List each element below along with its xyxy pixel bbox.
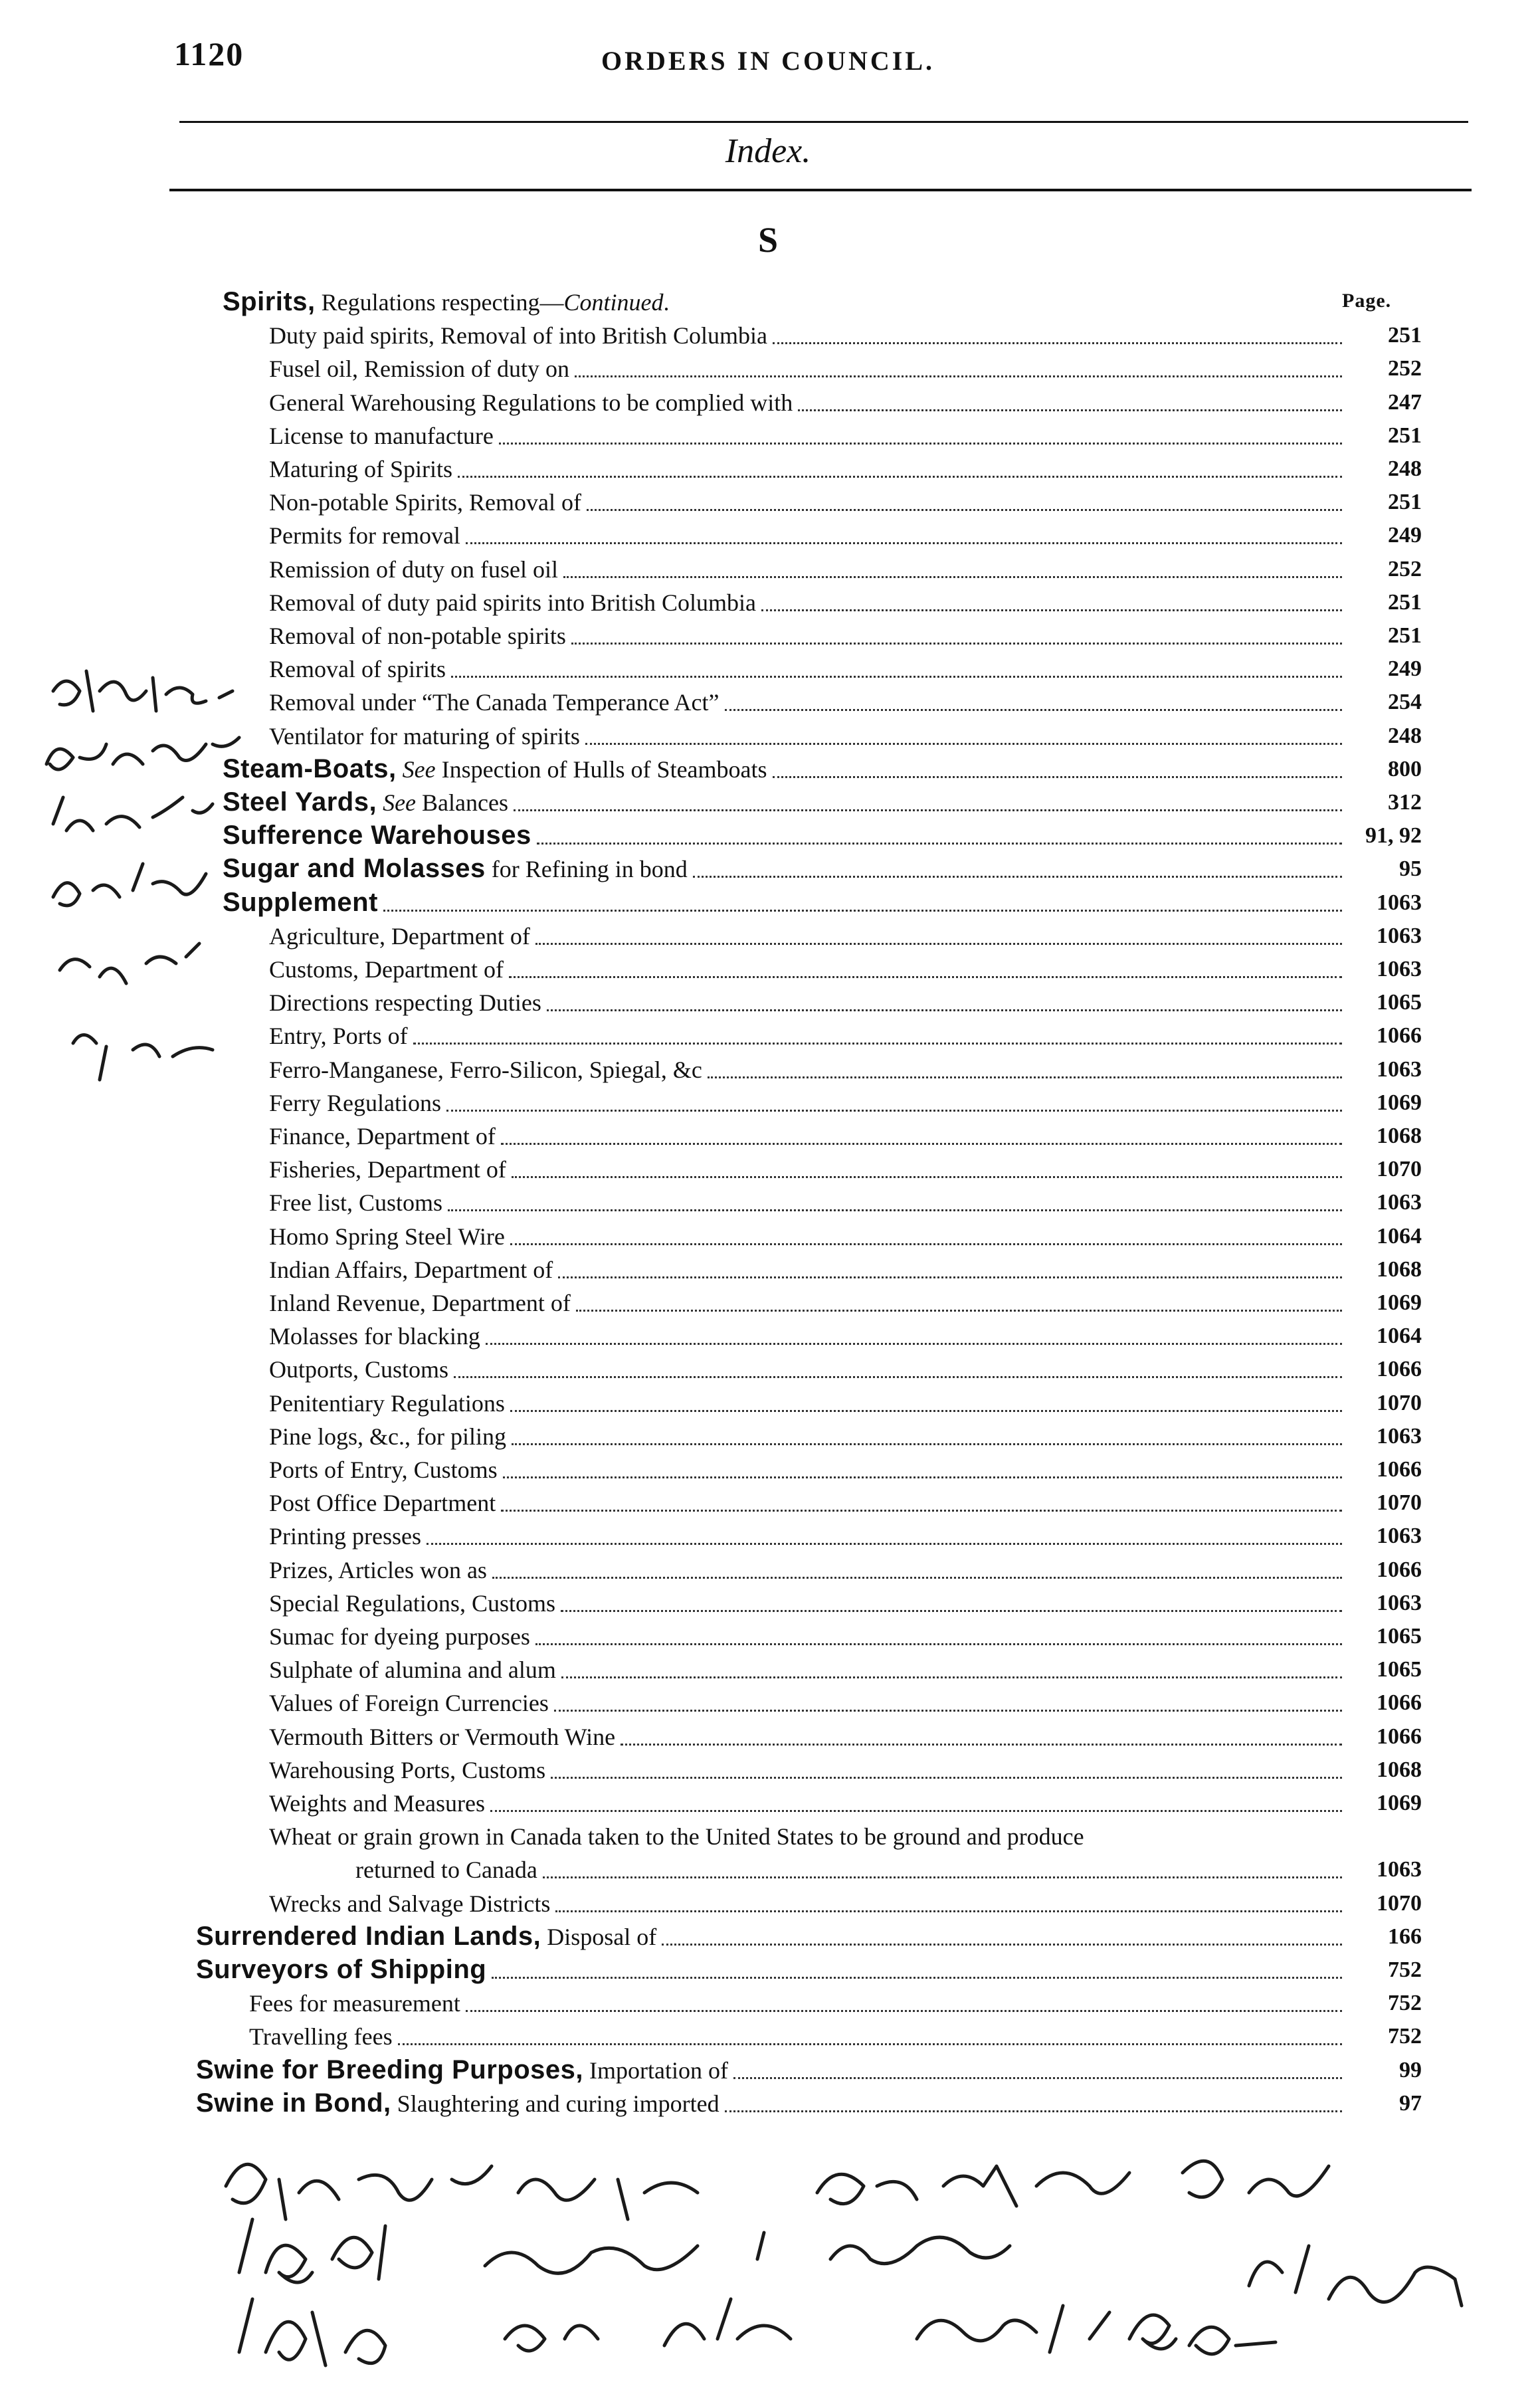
- section-letter: S: [757, 220, 779, 260]
- index-subentry: [269, 1019, 1422, 1053]
- entry-label: Removal of spirits: [269, 656, 446, 683]
- entry-heading: Sufference Warehouses: [223, 821, 531, 851]
- dot-leader: [563, 576, 1342, 578]
- index-subentry: [269, 652, 1422, 686]
- entry-page-number: 1069: [1377, 1290, 1422, 1315]
- dot-leader: [427, 1543, 1342, 1545]
- index-subentry: [249, 1987, 1422, 2020]
- index-subentry: [269, 486, 1422, 519]
- dot-leader: [773, 342, 1342, 344]
- index-subentry: [269, 1053, 1422, 1086]
- entry-heading-detail: Importation of: [583, 2057, 728, 2084]
- index-heading-entry: [223, 286, 1422, 319]
- entry-label: Duty paid spirits, Removal of into British Columbia: [269, 322, 767, 350]
- entry-page-number: 1070: [1377, 1490, 1422, 1516]
- index-heading-entry: [223, 786, 1422, 819]
- dot-leader: [575, 375, 1342, 377]
- entry-label: Removal under “The Canada Temperance Act”: [269, 689, 720, 716]
- index-subentry: [249, 2020, 1422, 2053]
- index-heading-entry: [223, 753, 1422, 786]
- dot-leader: [561, 1676, 1342, 1678]
- entry-label: returned to Canada: [355, 1856, 537, 1884]
- entry-label: Fisheries, Department of: [269, 1156, 506, 1183]
- entry-label: Fees for measurement: [249, 1990, 460, 2017]
- entry-page-number: 1064: [1377, 1223, 1422, 1249]
- index-heading-entry: [196, 1954, 1422, 1987]
- entry-page-number: 248: [1388, 456, 1422, 481]
- dot-leader: [725, 2110, 1342, 2112]
- entry-page-number: 1066: [1377, 1457, 1422, 1482]
- entry-label: Penitentiary Regulations: [269, 1389, 505, 1417]
- dot-leader: [585, 743, 1342, 745]
- entry-page-number: 800: [1388, 756, 1422, 781]
- dot-leader: [551, 1777, 1342, 1779]
- index-subentry: [269, 953, 1422, 986]
- entry-heading: Surrendered Indian Lands,: [196, 1921, 541, 1951]
- entry-heading: Swine for Breeding Purposes,: [196, 2055, 584, 2084]
- entry-page-number: 1063: [1377, 1423, 1422, 1449]
- entry-label: Maturing of Spirits: [269, 456, 452, 482]
- dot-leader: [621, 1744, 1342, 1746]
- entry-label: Indian Affairs, Department of: [269, 1256, 553, 1283]
- section-title: Index.: [725, 132, 811, 170]
- dot-leader: [725, 709, 1342, 711]
- entry-heading: Steel Yards,: [223, 787, 377, 817]
- index-subentry: [269, 920, 1422, 953]
- dot-leader: [490, 1810, 1342, 1812]
- entry-label: [223, 819, 531, 853]
- dot-leader: [466, 542, 1342, 544]
- entry-label: Directions respecting Duties: [269, 989, 541, 1017]
- index-heading-entry: [196, 1920, 1422, 1954]
- entry-label: [223, 753, 767, 786]
- entry-label: Pine logs, &c., for piling: [269, 1423, 506, 1450]
- entry-label: [196, 1954, 486, 1987]
- dot-leader: [499, 443, 1342, 445]
- entry-page-number: 1066: [1377, 1557, 1422, 1582]
- entry-page-number: 251: [1388, 623, 1422, 648]
- dot-leader: [662, 1944, 1342, 1946]
- entry-page-number: 1063: [1377, 1524, 1422, 1549]
- index-subentry: [269, 1486, 1422, 1520]
- dot-leader: [501, 1510, 1342, 1512]
- entry-heading: Sugar and Molasses: [223, 854, 486, 884]
- entry-page-number: 99: [1399, 2057, 1422, 2082]
- dot-leader: [512, 1443, 1342, 1445]
- entry-page-number: 752: [1388, 1957, 1422, 1982]
- entry-page-number: 1066: [1377, 1023, 1422, 1049]
- entry-page-number: 251: [1388, 323, 1422, 348]
- entry-page-number: 1063: [1377, 1190, 1422, 1215]
- dot-leader: [512, 1176, 1342, 1178]
- entry-page-number: 251: [1388, 589, 1422, 615]
- dot-leader: [514, 809, 1342, 811]
- index-subentry: [269, 1554, 1422, 1587]
- entry-heading-detail: See Balances: [383, 789, 508, 816]
- index-subentry: [269, 1887, 1422, 1920]
- entry-page-number: 1063: [1377, 1590, 1422, 1615]
- entry-page-number: 249: [1388, 523, 1422, 548]
- entry-page-number: 1069: [1377, 1090, 1422, 1115]
- entry-heading: Swine in Bond,: [196, 2088, 391, 2118]
- entry-page-number: 1069: [1377, 1791, 1422, 1815]
- entry-label: Fusel oil, Remission of duty on: [269, 355, 570, 383]
- entry-label: Wheat or grain grown in Canada taken to the United States to be ground and produce: [269, 1823, 1084, 1851]
- index-subentry: [269, 1620, 1422, 1653]
- entry-heading-detail: Slaughtering and curing imported: [391, 2090, 720, 2117]
- index-subentry: [269, 986, 1422, 1019]
- entry-page-number: 97: [1399, 2090, 1422, 2116]
- entry-page-number: 1063: [1377, 957, 1422, 981]
- dot-leader: [761, 609, 1342, 611]
- entry-page-number: 95: [1399, 856, 1422, 882]
- index-subentry: [269, 319, 1422, 352]
- index-subentry: [269, 1420, 1422, 1453]
- index-subentry: [269, 1387, 1422, 1420]
- entry-heading-detail: Regulations respecting—Continued.: [315, 289, 670, 316]
- index-subentry: [269, 352, 1422, 385]
- entry-heading-detail: Disposal of: [541, 1923, 657, 1950]
- entry-label: [223, 786, 508, 819]
- entry-label: Permits for removal: [269, 522, 460, 550]
- dot-leader: [446, 1110, 1342, 1112]
- entry-page-number: 1066: [1377, 1357, 1422, 1382]
- running-title: ORDERS IN COUNCIL.: [601, 46, 935, 76]
- entry-page-number: 1063: [1377, 1857, 1422, 1882]
- entry-label: Special Regulations, Customs: [269, 1589, 555, 1617]
- dot-leader: [458, 476, 1342, 478]
- entry-label: [223, 853, 688, 886]
- entry-page-number: 1063: [1377, 890, 1422, 915]
- entry-label: Ferro-Manganese, Ferro-Silicon, Spiegal, &c: [269, 1056, 702, 1083]
- index-subentry: [269, 1253, 1422, 1286]
- entry-heading: Spirits,: [223, 287, 316, 316]
- index-subentry: [269, 1820, 1422, 1853]
- entry-page-number: 1065: [1377, 1657, 1422, 1682]
- dot-leader: [571, 643, 1342, 645]
- index-subentry: [269, 1153, 1422, 1186]
- entry-heading: Steam-Boats,: [223, 753, 397, 783]
- index-subentry: [269, 1286, 1422, 1320]
- entry-page-number: 1066: [1377, 1690, 1422, 1716]
- entry-page-number: 1063: [1377, 923, 1422, 948]
- index-subentry: [269, 519, 1422, 552]
- entry-label: Post Office Department: [269, 1490, 496, 1517]
- index-subentry: [269, 1787, 1422, 1820]
- index-subentry: [269, 1720, 1422, 1754]
- dot-leader: [398, 2043, 1342, 2045]
- entry-page-number: 91, 92: [1365, 823, 1422, 849]
- index-subentry: [269, 419, 1422, 452]
- entry-label: Remission of duty on fusel oil: [269, 555, 558, 583]
- index-subentry: [269, 553, 1422, 586]
- entry-label: Inland Revenue, Department of: [269, 1290, 571, 1316]
- entry-label: Homo Spring Steel Wire: [269, 1223, 505, 1250]
- entry-page-number: 1063: [1377, 1056, 1422, 1082]
- index-subentry: [269, 1186, 1422, 1219]
- index-subentry: [269, 619, 1422, 652]
- entry-label: [223, 286, 670, 319]
- entry-label: Outports, Customs: [269, 1356, 449, 1383]
- index-subentry: [269, 1653, 1422, 1686]
- index-subentry: [269, 452, 1422, 486]
- entry-page-number: 247: [1388, 389, 1422, 415]
- entry-label: [196, 2087, 720, 2120]
- dot-leader: [561, 1610, 1342, 1612]
- entry-label: Values of Foreign Currencies: [269, 1690, 549, 1717]
- dot-leader: [466, 2010, 1342, 2012]
- entry-page-number: 752: [1388, 1991, 1422, 2016]
- entry-label: Printing presses: [269, 1523, 421, 1550]
- entry-label: Prizes, Articles won as: [269, 1556, 487, 1583]
- dot-leader: [537, 843, 1342, 845]
- entry-page-number: 752: [1388, 2024, 1422, 2049]
- dot-leader: [510, 1410, 1342, 1412]
- entry-page-number: 1068: [1377, 1124, 1422, 1148]
- entry-page-number: 1065: [1377, 1624, 1422, 1649]
- dot-leader: [535, 1643, 1342, 1645]
- dot-leader: [501, 1143, 1342, 1145]
- dot-leader: [492, 1577, 1342, 1579]
- entry-heading: Supplement: [223, 887, 378, 917]
- entry-label: License to manufacture: [269, 422, 494, 449]
- entry-label: Free list, Customs: [269, 1189, 443, 1217]
- dot-leader: [492, 1977, 1342, 1979]
- top-rule: [179, 121, 1468, 123]
- entry-label: General Warehousing Regulations to be complied with: [269, 389, 793, 416]
- entry-label: Travelling fees: [249, 2023, 393, 2051]
- entry-heading-detail: See Inspection of Hulls of Steamboats: [402, 755, 767, 783]
- entry-page-number: 1064: [1377, 1324, 1422, 1349]
- index-subentry: [269, 586, 1422, 619]
- entry-label: Weights and Measures: [269, 1790, 486, 1817]
- entry-page-number: 1066: [1377, 1724, 1422, 1749]
- entry-label: Finance, Department of: [269, 1123, 496, 1150]
- index-heading-entry: [196, 2087, 1422, 2120]
- entry-label: [223, 886, 378, 920]
- dot-leader: [554, 1710, 1342, 1712]
- entry-page-number: 1068: [1377, 1256, 1422, 1282]
- entry-label: Molasses for blacking: [269, 1323, 480, 1350]
- entry-page-number: 249: [1388, 656, 1422, 682]
- index-subentry: [269, 1120, 1422, 1153]
- dot-leader: [587, 509, 1342, 511]
- entry-label: Ports of Entry, Customs: [269, 1456, 498, 1483]
- index-subentry: [355, 1853, 1422, 1886]
- bottom-rule: [169, 189, 1472, 191]
- index-subentry: [269, 1520, 1422, 1553]
- dot-leader: [773, 776, 1342, 778]
- dot-leader: [454, 1376, 1342, 1378]
- page-number: 1120: [174, 35, 244, 72]
- index-subentry: [269, 1353, 1422, 1386]
- entry-label: Entry, Ports of: [269, 1023, 408, 1050]
- entry-label: Sumac for dyeing purposes: [269, 1623, 530, 1650]
- entry-label: Sulphate of alumina and alum: [269, 1656, 556, 1684]
- page-column-label: Page.: [1342, 290, 1392, 312]
- index-subentry: [269, 1453, 1422, 1486]
- entry-page-number: 248: [1388, 723, 1422, 748]
- entry-page-number: 252: [1388, 356, 1422, 381]
- index-subentry: [269, 1320, 1422, 1353]
- entry-label: [196, 2054, 728, 2087]
- dot-leader: [693, 876, 1342, 878]
- dot-leader: [413, 1043, 1342, 1045]
- dot-leader: [543, 1876, 1342, 1878]
- index-heading-entry: [196, 2054, 1422, 2087]
- index-subentry: [269, 1754, 1422, 1787]
- dot-leader: [503, 1476, 1342, 1478]
- dot-leader: [547, 1009, 1342, 1011]
- entry-label: Ferry Regulations: [269, 1089, 441, 1116]
- entry-page-number: 312: [1388, 790, 1422, 815]
- index-subentry: [269, 1220, 1422, 1253]
- entry-label: Ventilator for maturing of spirits: [269, 722, 580, 750]
- entry-heading-detail: for Refining in bond: [485, 856, 688, 883]
- index-subentry: [269, 1587, 1422, 1620]
- entry-label: Wrecks and Salvage Districts: [269, 1890, 551, 1917]
- entry-page-number: 251: [1388, 490, 1422, 515]
- dot-leader: [509, 976, 1342, 978]
- index-subentry: [269, 1686, 1422, 1720]
- index-subentry: [269, 720, 1422, 753]
- dot-leader: [448, 1209, 1342, 1211]
- index-subentry: [269, 686, 1422, 719]
- index-heading-entry: [223, 886, 1422, 920]
- entry-label: Vermouth Bitters or Vermouth Wine: [269, 1723, 616, 1750]
- dot-leader: [383, 910, 1342, 912]
- entry-page-number: 1070: [1377, 1157, 1422, 1182]
- entry-label: Non-potable Spirits, Removal of: [269, 489, 581, 516]
- dot-leader: [555, 1910, 1342, 1912]
- entry-label: Removal of non-potable spirits: [269, 623, 566, 649]
- dot-leader: [798, 409, 1342, 411]
- dot-leader: [451, 676, 1342, 678]
- dot-leader: [510, 1243, 1342, 1245]
- index-subentry: [269, 386, 1422, 419]
- entry-page-number: 1070: [1377, 1390, 1422, 1415]
- entry-heading: Surveyors of Shipping: [196, 1955, 487, 1984]
- entry-page-number: 1070: [1377, 1890, 1422, 1916]
- index-heading-entry: [223, 819, 1422, 853]
- dot-leader: [576, 1310, 1342, 1312]
- dot-leader: [733, 2077, 1342, 2079]
- entry-label: Warehousing Ports, Customs: [269, 1756, 546, 1783]
- entry-page-number: 254: [1388, 690, 1422, 715]
- entry-page-number: 251: [1388, 423, 1422, 448]
- index-heading-entry: [223, 853, 1422, 886]
- dot-leader: [558, 1276, 1342, 1278]
- entry-label: [196, 1920, 656, 1954]
- index-subentry: [269, 1086, 1422, 1120]
- entry-page-number: 252: [1388, 556, 1422, 581]
- entry-label: Agriculture, Department of: [269, 922, 530, 950]
- entry-page-number: 1065: [1377, 990, 1422, 1015]
- dot-leader: [535, 943, 1342, 945]
- entry-page-number: 166: [1388, 1924, 1422, 1949]
- entry-label: Removal of duty paid spirits into British Columbia: [269, 589, 756, 616]
- entry-label: Customs, Department of: [269, 956, 504, 983]
- entry-page-number: 1068: [1377, 1757, 1422, 1782]
- dot-leader: [708, 1076, 1342, 1078]
- dot-leader: [486, 1343, 1342, 1345]
